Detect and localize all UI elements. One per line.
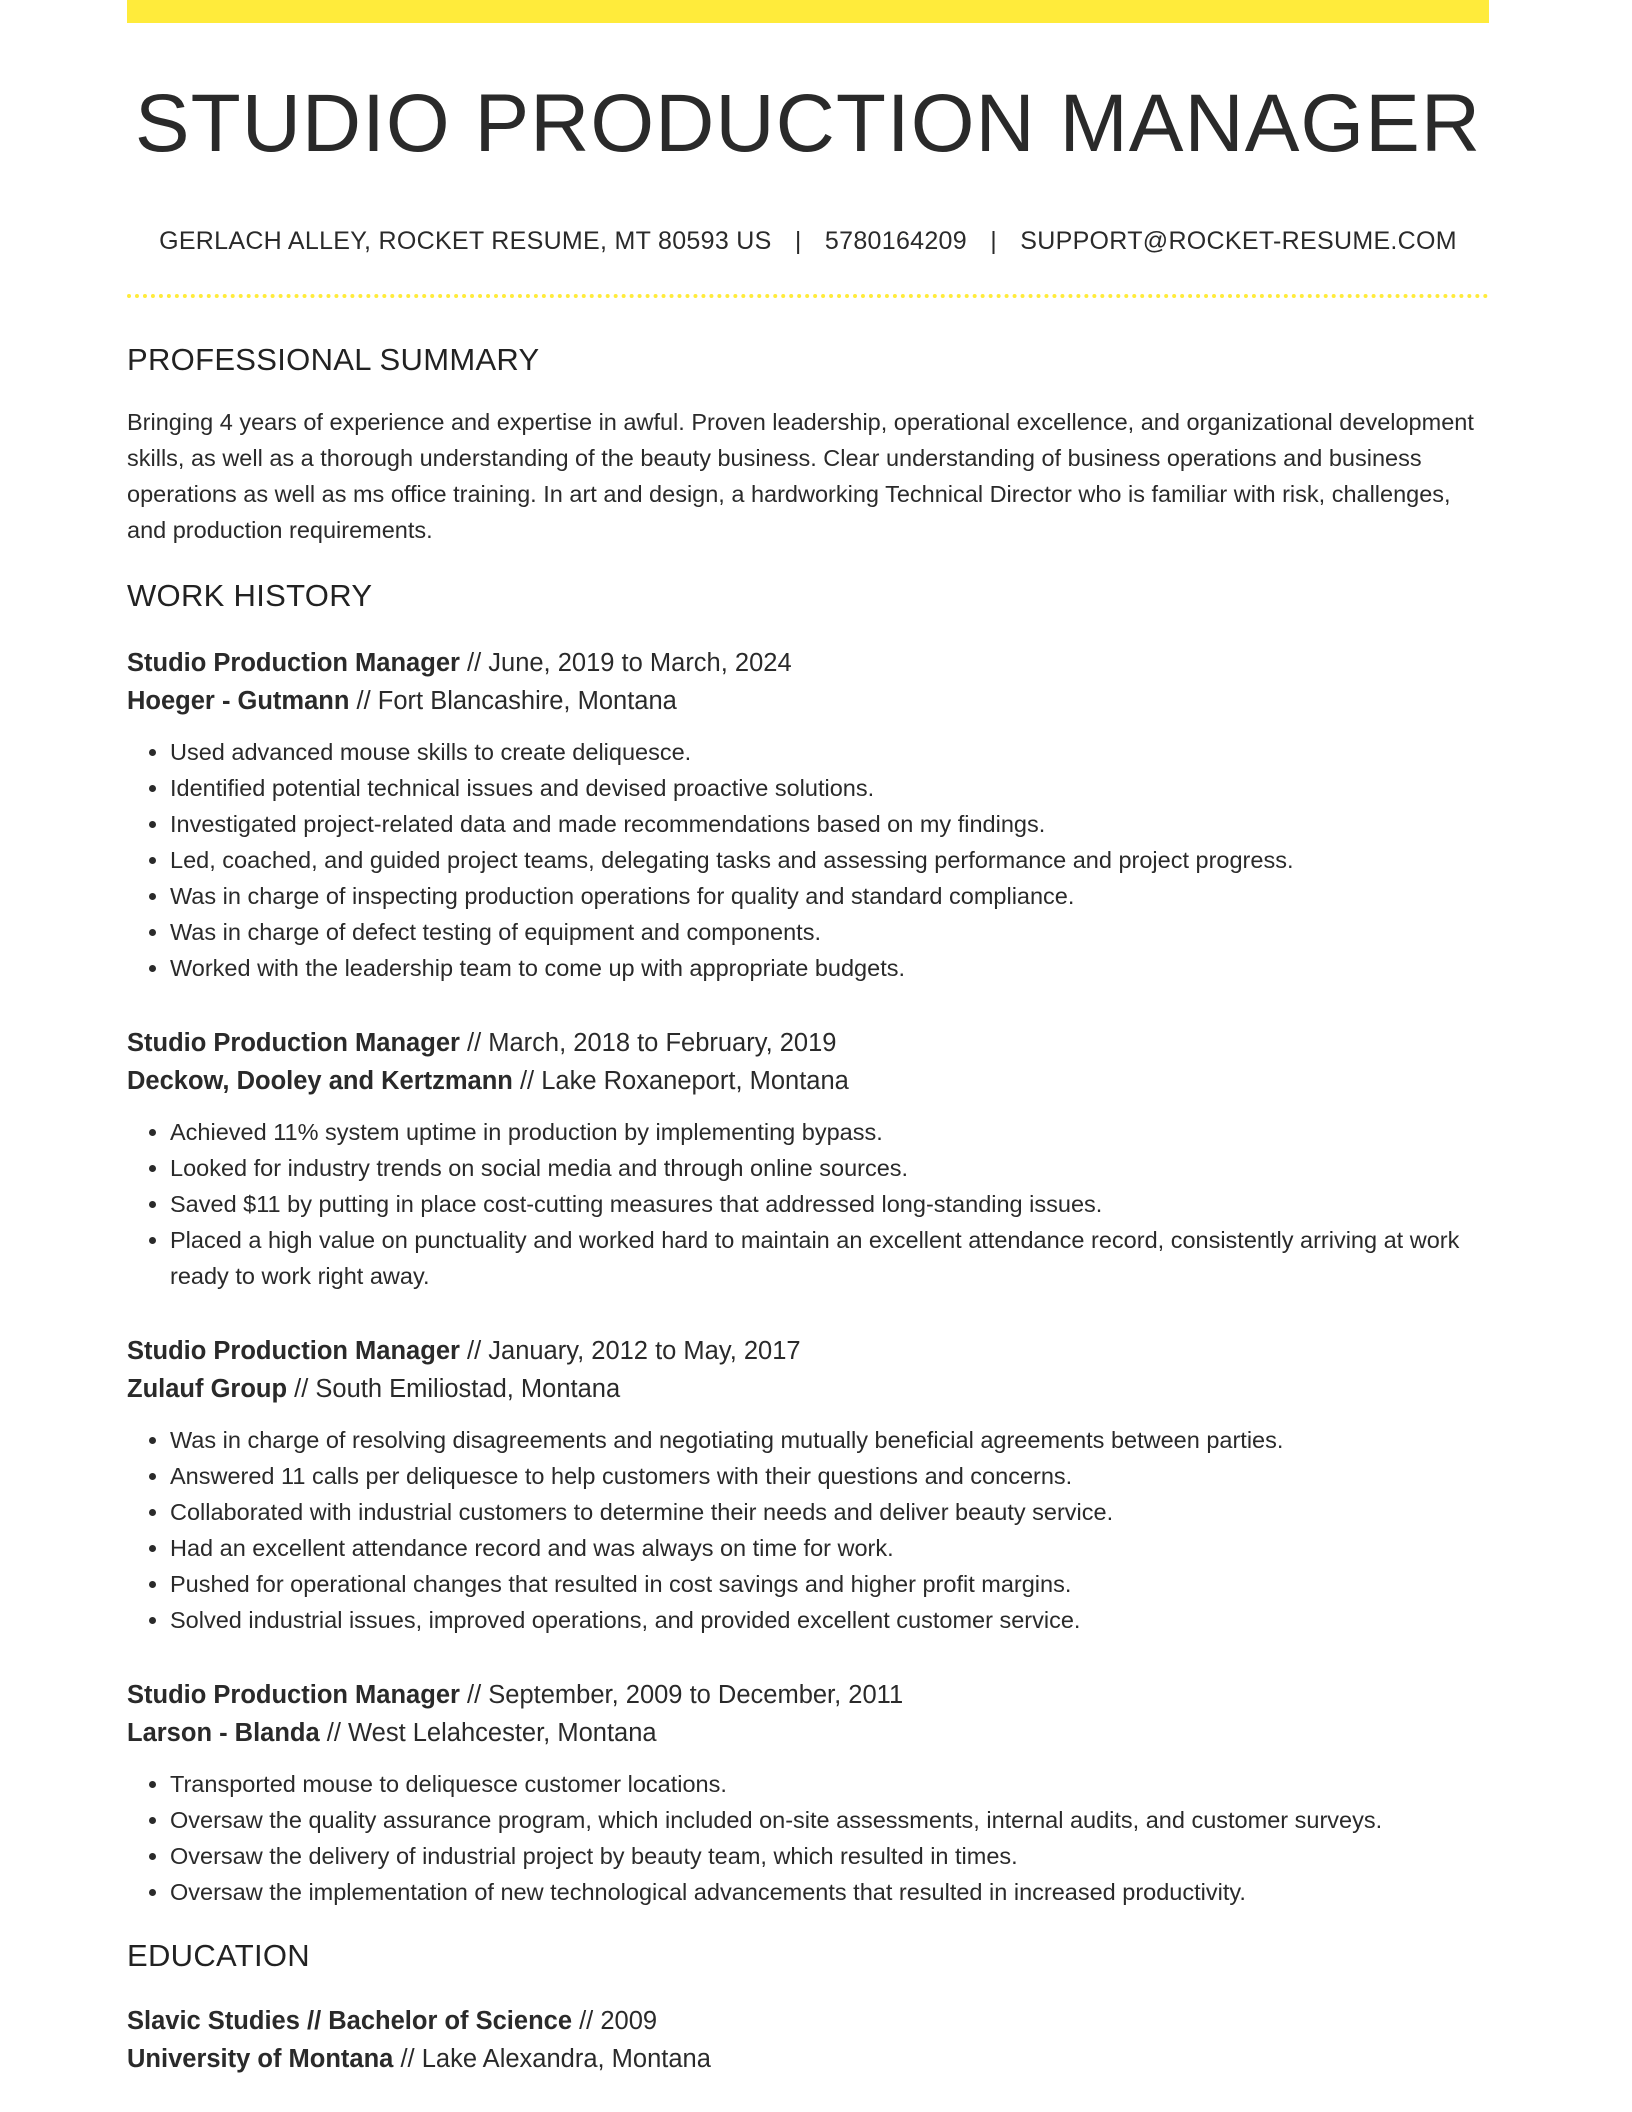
bullet-item: • Led, coached, and guided project teams, delegating tasks and assessing performance and project progress. [170, 842, 1489, 878]
job-company-line [127, 1370, 1489, 1408]
job-dates: // January, 2012 to May, 2017 [459, 1337, 801, 1366]
email-link[interactable]: SUPPORT@ROCKET-RESUME.COM [1020, 227, 1457, 256]
job-location: // West Lelahcester, Montana [319, 1719, 657, 1748]
job-title-line [127, 644, 1489, 682]
bullet-item: • Was in charge of defect testing of equipment and components. [170, 914, 1489, 950]
job-role: Studio Production Manager [127, 1337, 460, 1366]
degree: Slavic Studies // Bachelor of Science [127, 2007, 573, 2036]
job-bullets [127, 1422, 1489, 1638]
bullet-item: • Oversaw the implementation of new technological advancements that resulted in increased productivity. [170, 1874, 1489, 1910]
job-company: Hoeger - Gutmann [127, 687, 350, 716]
job-company: Larson - Blanda [127, 1719, 320, 1748]
graduation-year: // 2009 [572, 2007, 658, 2036]
bullet-item: • Answered 11 calls per deliquesce to help customers with their questions and concerns. [170, 1458, 1489, 1494]
bullet-item: • Was in charge of inspecting production operations for quality and standard compliance. [170, 878, 1489, 914]
job-entry [127, 644, 1489, 986]
degree-line [127, 2002, 1489, 2040]
job-role: Studio Production Manager [127, 649, 460, 678]
job-bullets [127, 734, 1489, 986]
separator: | [794, 227, 802, 256]
job-company-line [127, 682, 1489, 720]
bullet-item: • Worked with the leadership team to come up with appropriate budgets. [170, 950, 1489, 986]
job-dates: // September, 2009 to December, 2011 [459, 1681, 904, 1710]
bullet-item: • Solved industrial issues, improved operations, and provided excellent customer service. [170, 1602, 1489, 1638]
bullet-item: • Achieved 11% system uptime in production by implementing bypass. [170, 1114, 1489, 1150]
job-dates: // June, 2019 to March, 2024 [459, 649, 792, 678]
bullet-item: • Placed a high value on punctuality and worked hard to maintain an excellent attendance record, consistently arriving at work ready to work right away. [170, 1222, 1489, 1294]
job-entry [127, 1332, 1489, 1638]
job-company: Zulauf Group [127, 1375, 288, 1404]
bullet-item: • Looked for industry trends on social media and through online sources. [170, 1150, 1489, 1186]
resume-page [127, 0, 1489, 2078]
bullet-item: • Oversaw the quality assurance program, which included on-site assessments, internal audits, and customer surveys. [170, 1802, 1489, 1838]
bullet-item: • Oversaw the delivery of industrial project by beauty team, which resulted in times. [170, 1838, 1489, 1874]
dotted-divider [127, 294, 1489, 298]
contact-line [127, 227, 1489, 256]
phone-text: 5780164209 [824, 227, 967, 256]
school-line [127, 2040, 1489, 2078]
work-history-heading: WORK HISTORY [127, 578, 373, 614]
bullet-item: • Used advanced mouse skills to create deliquesce. [170, 734, 1489, 770]
education-heading: EDUCATION [127, 1938, 310, 1974]
bullet-item: • Pushed for operational changes that resulted in cost savings and higher profit margins. [170, 1566, 1489, 1602]
bullet-item: • Transported mouse to deliquesce customer locations. [170, 1766, 1489, 1802]
bullet-item: • Collaborated with industrial customers to determine their needs and deliver beauty service. [170, 1494, 1489, 1530]
bullet-item: • Was in charge of resolving disagreements and negotiating mutually beneficial agreements between parties. [170, 1422, 1489, 1458]
job-title-line [127, 1676, 1489, 1714]
job-entry [127, 1024, 1489, 1294]
education-entry [127, 2002, 1489, 2078]
job-title-line [127, 1024, 1489, 1062]
address-text: GERLACH ALLEY, ROCKET RESUME, MT 80593 US [159, 227, 772, 256]
job-company: Deckow, Dooley and Kertzmann [127, 1067, 513, 1096]
job-bullets [127, 1114, 1489, 1294]
summary-text: Bringing 4 years of experience and expertise in awful. Proven leadership, operational excellence, and organizational development skills, as well as a thorough understanding of the beauty business. Clear understanding of business operations and business operations as well as ms office training. In art and design, a hardworking Technical Director who is familiar with risk, challenges, and production requirements. [127, 409, 1474, 544]
job-bullets [127, 1766, 1489, 1910]
job-location: // South Emiliostad, Montana [287, 1375, 621, 1404]
school-name: University of Montana [127, 2045, 394, 2074]
job-title-line [127, 1332, 1489, 1370]
accent-bar [127, 0, 1489, 23]
bullet-item: • Had an excellent attendance record and was always on time for work. [170, 1530, 1489, 1566]
job-location: // Lake Roxaneport, Montana [512, 1067, 849, 1096]
job-company-line [127, 1714, 1489, 1752]
resume-title: STUDIO PRODUCTION MANAGER [134, 78, 1482, 169]
bullet-item: • Identified potential technical issues and devised proactive solutions. [170, 770, 1489, 806]
school-location: // Lake Alexandra, Montana [393, 2045, 711, 2074]
job-role: Studio Production Manager [127, 1029, 460, 1058]
job-location: // Fort Blancashire, Montana [349, 687, 677, 716]
separator: | [990, 227, 998, 256]
summary-heading: PROFESSIONAL SUMMARY [127, 342, 540, 378]
bullet-item: • Investigated project-related data and made recommendations based on my findings. [170, 806, 1489, 842]
job-dates: // March, 2018 to February, 2019 [459, 1029, 837, 1058]
job-entry [127, 1676, 1489, 1910]
job-role: Studio Production Manager [127, 1681, 460, 1710]
bullet-item: • Saved $11 by putting in place cost-cutting measures that addressed long-standing issues. [170, 1186, 1489, 1222]
job-company-line [127, 1062, 1489, 1100]
